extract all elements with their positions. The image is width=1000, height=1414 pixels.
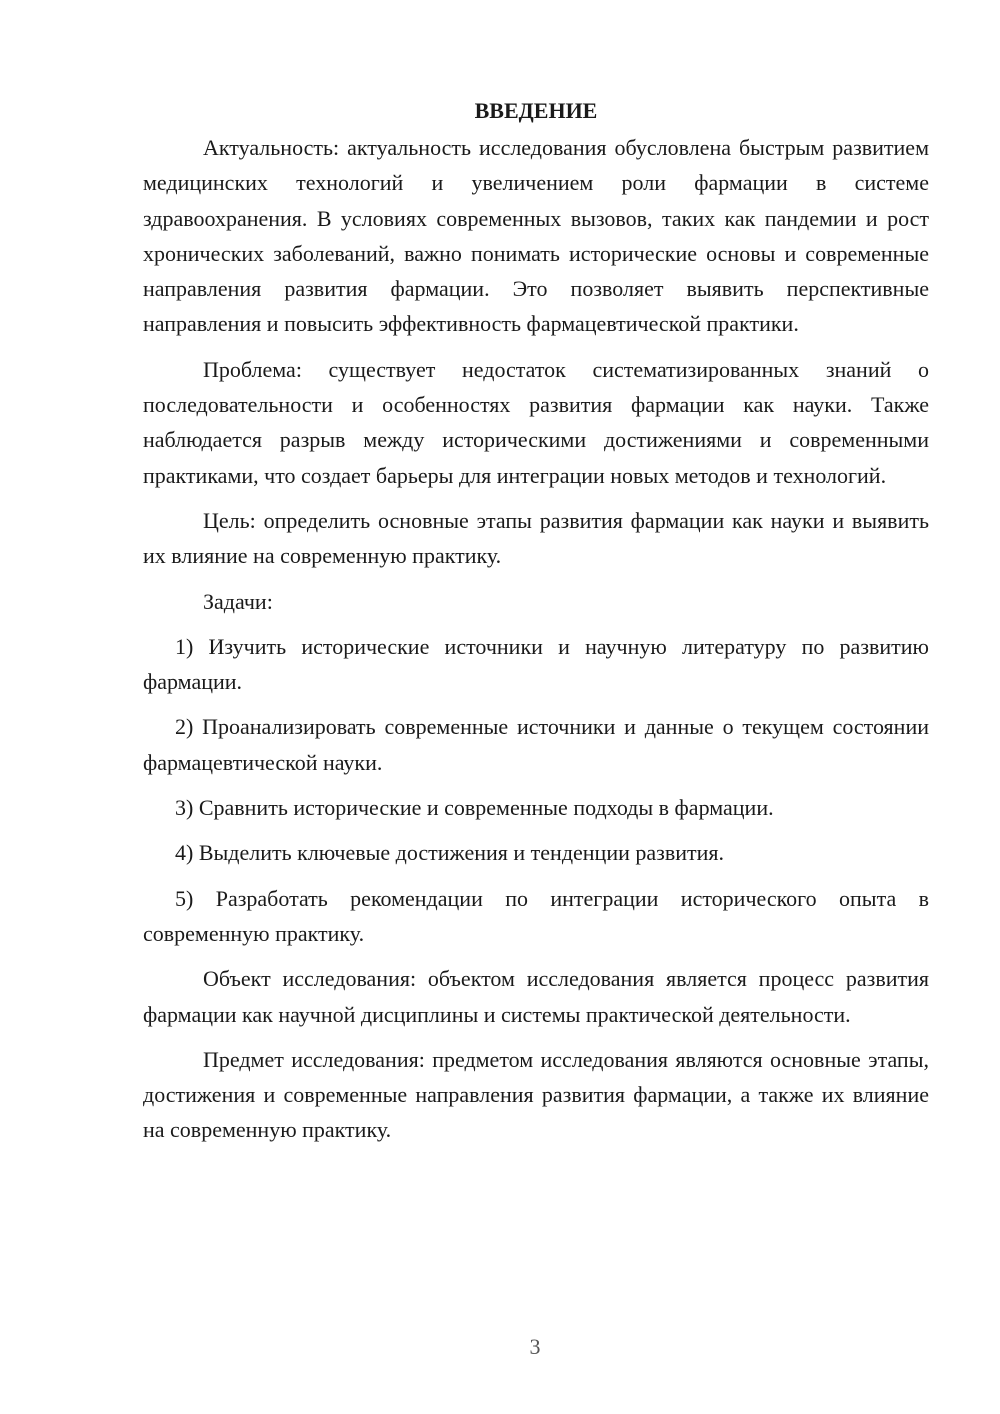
task-item-1: 1) Изучить исторические источники и научную литературу по развитию фармации. — [143, 633, 929, 695]
document-page — [143, 96, 929, 1148]
paragraph-object: Объект исследования: объектом исследования является процесс развития фармации как научной дисциплины и системы практической деятельности. — [143, 966, 929, 1027]
paragraph-goal: Цель: определить основные этапы развития фармации как науки и выявить их влияние на современную практику. — [143, 507, 929, 569]
paragraph-tasks-heading: Задачи: — [203, 588, 273, 614]
task-item-5: 5) Разработать рекомендации по интеграции исторического опыта в современную практику. — [143, 885, 929, 946]
paragraph-relevance: Актуальность: актуальность исследования обусловлена быстрым развитием медицинских технологий и увеличением роли фармации в системе здравоохранения. В условиях современных вызовов, таких как пандемии и рост хронических заболеваний, важно понимать исторические основы и современные направления развития фармации. Это позволяет выявить перспективные направления и повысить эффективность фармацевтической практики. — [143, 135, 929, 337]
section-title: ВВЕДЕНИЕ — [474, 98, 598, 123]
paragraph-subject: Предмет исследования: предметом исследования являются основные этапы, достижения и современные направления развития фармации, а также их влияние на современную практику. — [143, 1046, 929, 1143]
task-item-2: 2) Проанализировать современные источники и данные о текущем состоянии фармацевтической науки. — [143, 714, 929, 775]
page-number: 3 — [529, 1334, 541, 1359]
task-item-4: 4) Выделить ключевые достижения и тенденции развития. — [175, 840, 725, 866]
task-item-3: 3) Сравнить исторические и современные подходы в фармации. — [175, 795, 774, 821]
paragraph-problem: Проблема: существует недостаток систематизированных знаний о последовательности и особенностях развития фармации как науки. Также наблюдается разрыв между историческими достижениями и современными практиками, что создает барьеры для интеграции новых методов и технологий. — [143, 356, 929, 488]
